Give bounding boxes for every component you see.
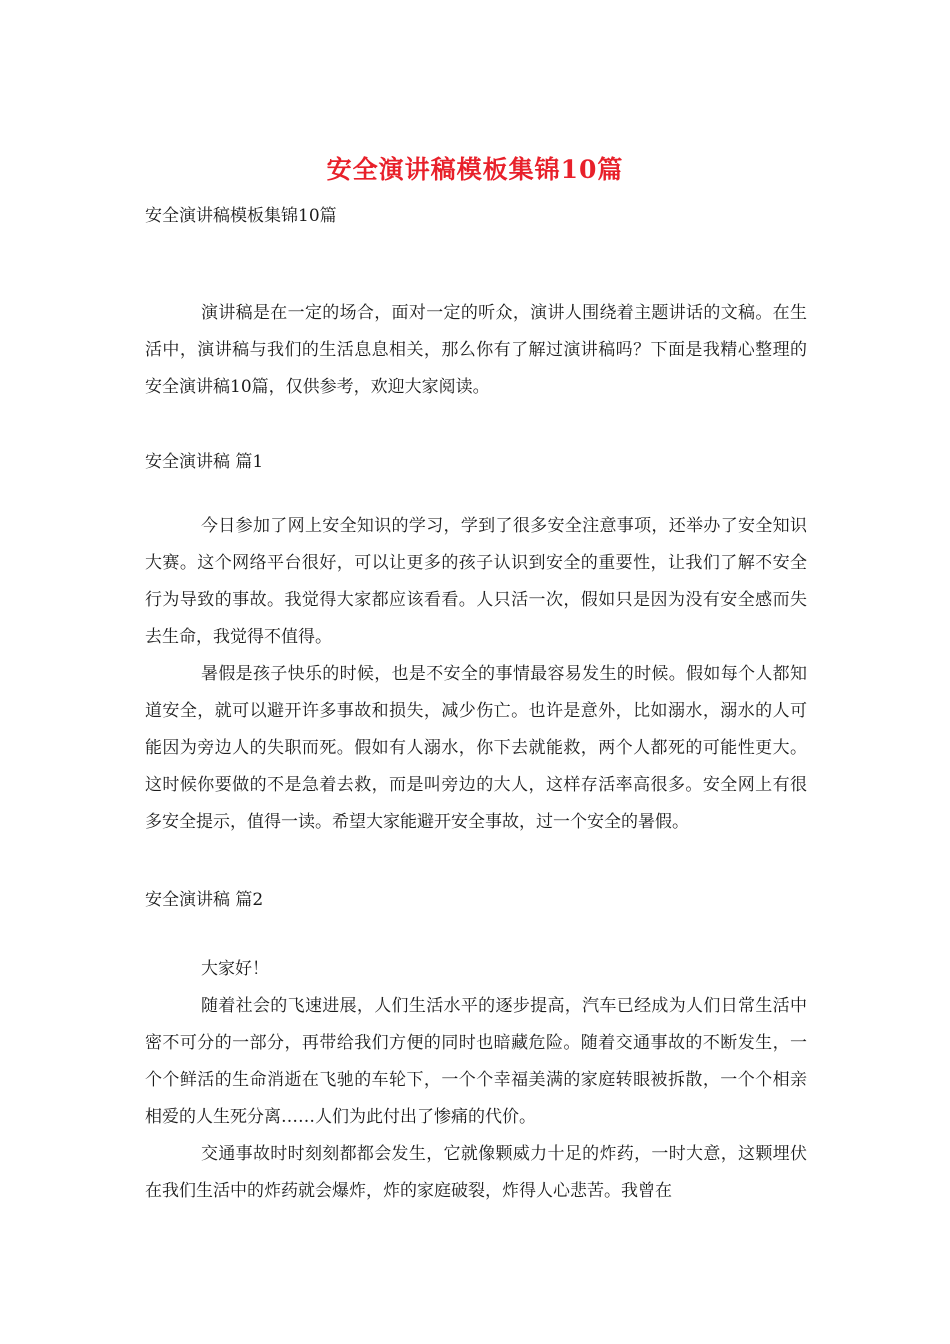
section-1-paragraph-1: 今日参加了网上安全知识的学习，学到了很多安全注意事项，还举办了安全知识大赛。这个网络平台很好，可以让更多的孩子认识到安全的重要性，让我们了解不安全行为导致的事故。我觉得大家都应该看看。人只活一次，假如只是因为没有安全感而失去生命，我觉得不值得。	[145, 516, 807, 647]
section-2-paragraph-1: 大家好！	[201, 959, 269, 979]
section-heading-2: 安全演讲稿 篇2	[145, 890, 264, 910]
document-title: 安全演讲稿模板集锦10篇	[326, 155, 624, 184]
section-2-paragraph-2: 随着社会的飞速进展，人们生活水平的逐步提高，汽车已经成为人们日常生活中密不可分的一部分，再带给我们方便的同时也暗藏危险。随着交通事故的不断发生，一个个鲜活的生命消逝在飞驰的车轮下，一个个幸福美满的家庭转眼被拆散，一个个相亲相爱的人生死分离……人们为此付出了惨痛的代价。	[145, 996, 807, 1127]
section-1-paragraph-2: 暑假是孩子快乐的时候，也是不安全的事情最容易发生的时候。假如每个人都知道安全，就可以避开许多事故和损失，减少伤亡。也许是意外，比如溺水，溺水的人可能因为旁边人的失职而死。假如有人溺水，你下去就能救，两个人都死的可能性更大。这时候你要做的不是急着去救，而是叫旁边的大人，这样存活率高很多。安全网上有很多安全提示，值得一读。希望大家能避开安全事故，过一个安全的暑假。	[145, 664, 807, 832]
section-2-paragraph-3: 交通事故时时刻刻都都会发生，它就像颗威力十足的炸药，一时大意，这颗埋伏在我们生活中的炸药就会爆炸，炸的家庭破裂，炸得人心悲苦。我曾在	[145, 1144, 807, 1201]
section-heading-1: 安全演讲稿 篇1	[145, 452, 264, 472]
intro-paragraph: 演讲稿是在一定的场合，面对一定的听众，演讲人围绕着主题讲话的文稿。在生活中，演讲稿与我们的生活息息相关，那么你有了解过演讲稿吗？下面是我精心整理的安全演讲稿10篇，仅供参考，欢迎大家阅读。	[145, 303, 807, 397]
document-subtitle: 安全演讲稿模板集锦10篇	[145, 206, 337, 226]
